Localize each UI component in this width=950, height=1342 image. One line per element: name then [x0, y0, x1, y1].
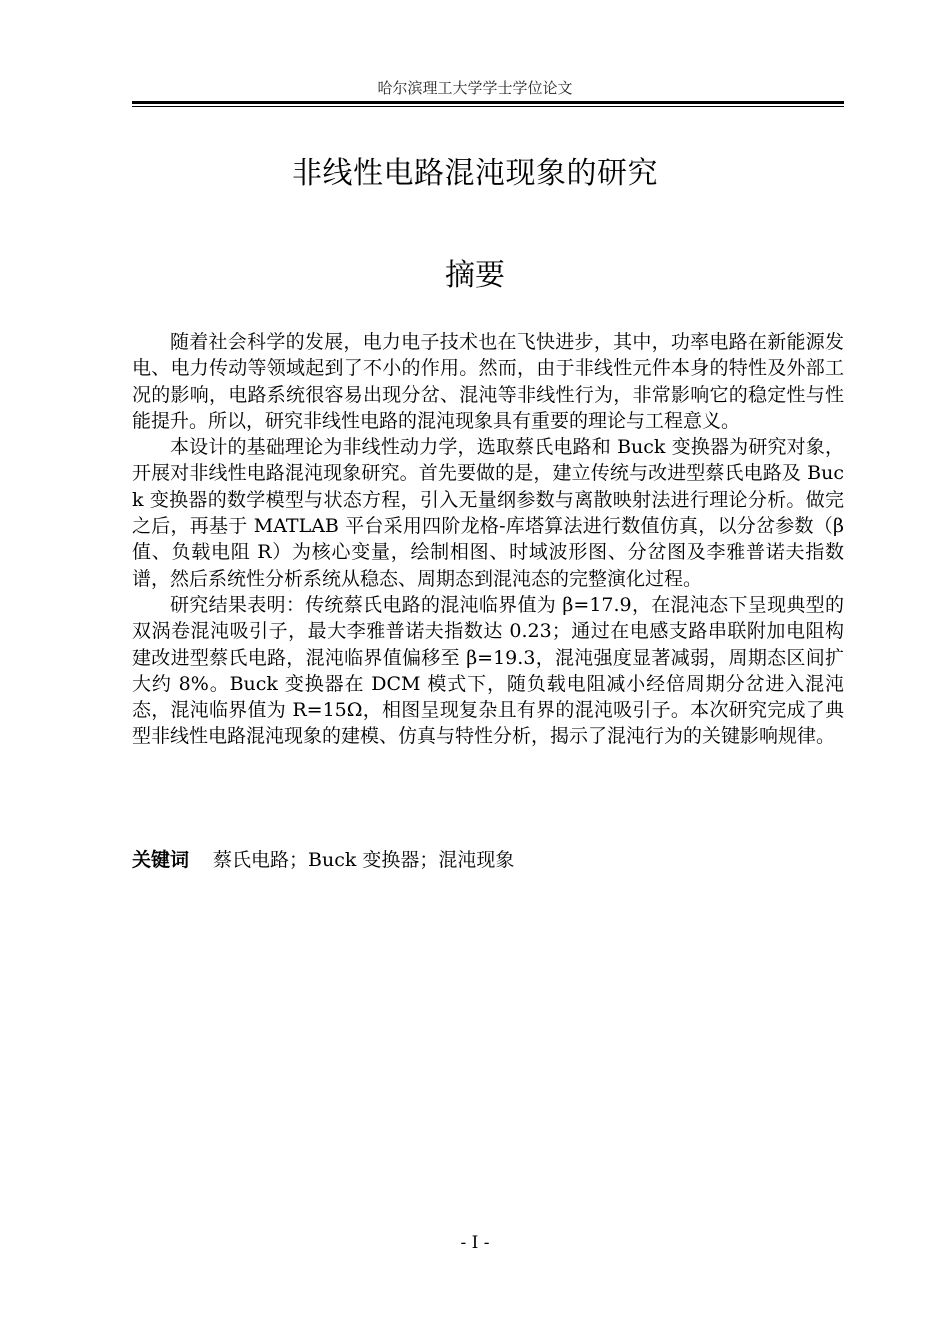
- keywords-label: 关键词: [132, 849, 190, 871]
- document-title: 非线性电路混沌现象的研究: [292, 156, 658, 191]
- abstract-body: [132, 329, 844, 750]
- header-rule-thin: [132, 106, 844, 107]
- abstract-paragraph-2: 本设计的基础理论为非线性动力学，选取蔡氏电路和 Buck 变换器为研究对象，开展对非线性电路混沌现象研究。首先要做的是，建立传统与改进型蔡氏电路及 Buck 变换器的数学模型与状态方程，引入无量纲参数与离散映射法进行理论分析。做完之后，再基于 MATLAB 平台采用四阶龙格-库塔算法进行数值仿真，以分岔参数（β 值、负载电阻 R）为核心变量，绘制相图、时域波形图、分岔图及李雅普诺夫指数谱，然后系统性分析系统从稳态、周期态到混沌态的完整演化过程。: [132, 436, 844, 590]
- abstract-paragraph-3: 研究结果表明：传统蔡氏电路的混沌临界值为 β=17.9，在混沌态下呈现典型的双涡卷混沌吸引子，最大李雅普诺夫指数达 0.23；通过在电感支路串联附加电阻构建改进型蔡氏电路，混沌临界值偏移至 β=19.3，混沌强度显著减弱，周期态区间扩大约 8%。Buck 变换器在 DCM 模式下，随负载电阻减小经倍周期分岔进入混沌态，混沌临界值为 R=15Ω，相图呈现复杂且有界的混沌吸引子。本次研究完成了典型非线性电路混沌现象的建模、仿真与特性分析，揭示了混沌行为的关键影响规律。: [132, 593, 844, 748]
- abstract-heading: 摘要: [445, 258, 505, 293]
- running-title: 哈尔滨理工大学学士学位论文: [377, 79, 573, 97]
- page-number: - I -: [460, 1233, 490, 1253]
- header-rule-thick: [132, 101, 844, 104]
- keywords-text: 蔡氏电路；Buck 变换器；混沌现象: [213, 849, 515, 871]
- abstract-paragraph-1: 随着社会科学的发展，电力电子技术也在飞快进步，其中，功率电路在新能源发电、电力传动等领域起到了不小的作用。然而，由于非线性元件本身的特性及外部工况的影响，电路系统很容易出现分岔、混沌等非线性行为，非常影响它的稳定性与性能提升。所以，研究非线性电路的混沌现象具有重要的理论与工程意义。: [132, 331, 844, 432]
- keywords-line: [132, 847, 844, 873]
